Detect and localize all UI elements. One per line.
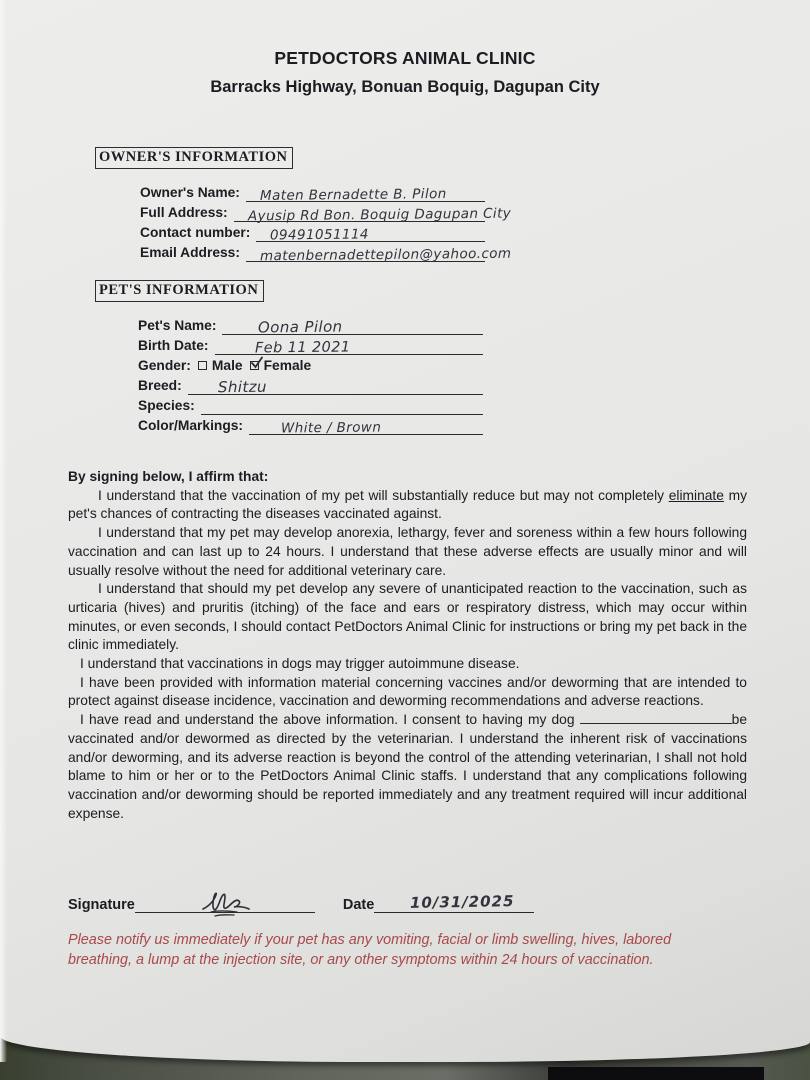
pet-section-title: PET'S INFORMATION: [95, 280, 264, 302]
contact-number-value: 09491051114: [270, 226, 370, 244]
birth-date-value: Feb 11 2021: [254, 339, 351, 357]
clinic-address: Barracks Highway, Bonuan Boquig, Dagupan City: [210, 78, 600, 96]
gender-label: Gender:: [138, 357, 191, 373]
owner-fields: [140, 182, 512, 265]
email-address-line: [246, 244, 512, 265]
contact-number-row: [140, 222, 485, 242]
owner-name-value: Maten Bernadette B. Pilon: [259, 186, 447, 204]
pet-fields: [138, 315, 483, 435]
paragraph-2: I understand that my pet may develop anorexia, lethargy, fever and soreness within a few hours following vaccination and can last up to 24 hours. I understand that these adverse effects are usually minor and will usually resolve without the need for additional veterinary care.: [68, 525, 747, 578]
species-row: [138, 395, 483, 415]
male-label: Male: [211, 357, 243, 373]
paragraph-1: [68, 487, 747, 524]
color-markings-line: [249, 417, 483, 435]
signature-scribble: [197, 885, 259, 919]
birth-date-label: Birth Date:: [138, 338, 209, 353]
paragraph-6: [68, 711, 747, 823]
clinic-name: PETDOCTORS ANIMAL CLINIC: [274, 48, 536, 68]
owner-name-row: [140, 182, 485, 202]
paragraph-1-underlined-word: eliminate: [668, 487, 724, 503]
owner-section-title: OWNER'S INFORMATION: [95, 147, 293, 169]
breed-label: Breed:: [138, 378, 182, 393]
full-address-row: [140, 202, 511, 225]
signature-row: [68, 893, 548, 913]
birth-date-line: [215, 337, 483, 355]
color-markings-label: Color/Markings:: [138, 418, 244, 433]
pet-name-row: [138, 315, 483, 335]
color-markings-row: [138, 415, 483, 435]
female-checkbox-checked: [250, 361, 259, 370]
email-address-label: Email Address:: [140, 245, 240, 260]
species-label: Species:: [138, 398, 195, 413]
affirmation-heading: By signing below, I affirm that:: [68, 469, 269, 484]
paragraph-1-before: I understand that the vaccination of my pet will substantially reduce but may not completely: [98, 487, 669, 503]
date-label: Date: [342, 897, 375, 913]
paragraph-6-before: I have read and understand the above information. I consent to having my dog: [80, 712, 575, 728]
contact-number-label: Contact number:: [140, 225, 251, 240]
paragraph-5: I have been provided with information material concerning vaccines and/or deworming that are intended to protect against disease incidence, vaccination and deworming recommendations and adverse reactions.: [68, 674, 747, 709]
paragraph-1-after: my pet's chances of contracting the diseases vaccinated against.: [68, 487, 747, 522]
pet-name-line: [222, 317, 483, 335]
full-address-value: Ayusip Rd Bon. Boquig Dagupan City: [247, 205, 511, 225]
gender-row: [138, 355, 483, 375]
signature-line: [135, 893, 315, 913]
pet-name-label: Pet's Name:: [138, 318, 217, 333]
male-checkbox: [198, 361, 207, 370]
check-mark-icon: [249, 355, 265, 371]
contact-number-line: [256, 224, 485, 242]
date-value: 10/31/2025: [410, 892, 515, 912]
female-label: Female: [263, 357, 312, 373]
table-shadow: [548, 1067, 764, 1080]
breed-line: [188, 377, 483, 395]
breed-row: [138, 375, 483, 395]
birth-date-row: [138, 335, 483, 355]
owner-name-label: Owner's Name:: [140, 185, 240, 200]
full-address-line: [234, 204, 511, 225]
paragraph-6-after: be vaccinated and/or dewormed as directed by the veterinarian. I understand the inherent risk of vaccinations and/or deworming, and its adverse reaction is beyond the control of the attending veterinarian, I shall not hold blame to him or her or to the PetDoctors Animal Clinic staffs. I understand that any complications following vaccination and/or deworming should be reported immediately and any treatment required will incur additional expense.: [68, 712, 747, 821]
species-line: [201, 397, 483, 415]
color-markings-value: White / Brown: [280, 419, 382, 437]
date-line: [374, 893, 534, 913]
dog-name-blank-line: [580, 712, 732, 724]
affirmation-text: [68, 468, 747, 823]
pet-name-value: Oona Pilon: [258, 317, 344, 337]
email-address-value: matenbernadettepilon@yahoo.com: [259, 245, 512, 265]
signature-label: Signature: [68, 897, 135, 913]
owner-name-line: [246, 184, 485, 202]
paragraph-3: I understand that should my pet develop any severe of unanticipated reaction to the vaccination, such as urticaria (hives) and pruritis (itching) of the face and ears or respiratory distress, which may occur within minutes, or even seconds, I should contact PetDoctors Animal Clinic for instructions or bring my pet back in the clinic immediately.: [68, 581, 747, 653]
breed-value: Shitzu: [217, 377, 267, 397]
paragraph-4: I understand that vaccinations in dogs may trigger autoimmune disease.: [80, 656, 520, 672]
post-vaccination-notice: Please notify us immediately if your pet has any vomiting, facial or limb swelling, hives, labored breathing, a lump at the injection site, or any other symptoms within 24 hours of vaccination.: [68, 932, 672, 968]
full-address-label: Full Address:: [140, 205, 228, 220]
email-address-row: [140, 242, 512, 265]
